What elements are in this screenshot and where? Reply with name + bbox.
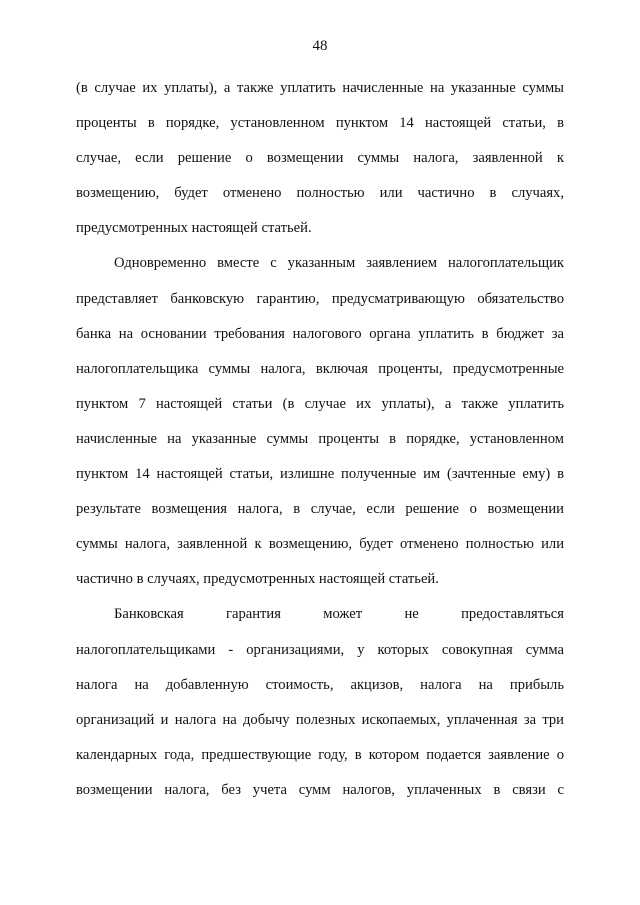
text-line: частично в случаях, предусмотренных настоящей статьей. <box>76 571 439 588</box>
text-line: пунктом 7 настоящей статьи (в случае их уплаты), а также уплатить <box>76 395 564 412</box>
text-line: налогоплательщика суммы налога, включая проценты, предусмотренные <box>76 360 564 377</box>
text-line: суммы налога, заявленной к возмещению, будет отменено полностью или <box>76 536 564 553</box>
text-line: возмещению, будет отменено полностью или частично в случаях, <box>76 185 564 202</box>
paragraph-3 <box>76 604 564 815</box>
text-line: представляет банковскую гарантию, предусматривающую обязательство <box>76 290 564 307</box>
text-line: организаций и налога на добычу полезных ископаемых, уплаченная за три <box>76 711 564 728</box>
document-body <box>76 78 564 815</box>
text-line: случае, если решение о возмещении суммы налога, заявленной к <box>76 150 564 167</box>
text-line: проценты в порядке, установленном пунктом 14 настоящей статьи, в <box>76 115 564 132</box>
text-line: предусмотренных настоящей статьей. <box>76 220 312 237</box>
paragraph-1 <box>76 78 564 253</box>
text-line: календарных года, предшествующие году, в котором подается заявление о <box>76 746 564 763</box>
page-number: 48 <box>312 38 328 54</box>
text-line: результате возмещения налога, в случае, если решение о возмещении <box>76 501 564 518</box>
text-line: пунктом 14 настоящей статьи, излишне полученные им (зачтенные ему) в <box>76 466 564 483</box>
text-line: Одновременно вместе с указанным заявлением налогоплательщик <box>114 255 564 272</box>
text-line: начисленные на указанные суммы проценты в порядке, установленном <box>76 430 564 447</box>
text-line: налогоплательщиками - организациями, у которых совокупная сумма <box>76 641 564 658</box>
paragraph-2 <box>76 253 564 604</box>
text-line: налога на добавленную стоимость, акцизов, налога на прибыль <box>76 676 564 693</box>
text-line: возмещении налога, без учета сумм налогов, уплаченных в связи с <box>76 781 564 798</box>
text-line: банка на основании требования налогового органа уплатить в бюджет за <box>76 325 564 342</box>
text-line: (в случае их уплаты), а также уплатить начисленные на указанные суммы <box>76 80 564 96</box>
text-line: Банковская гарантия может не предоставляться <box>114 606 564 623</box>
